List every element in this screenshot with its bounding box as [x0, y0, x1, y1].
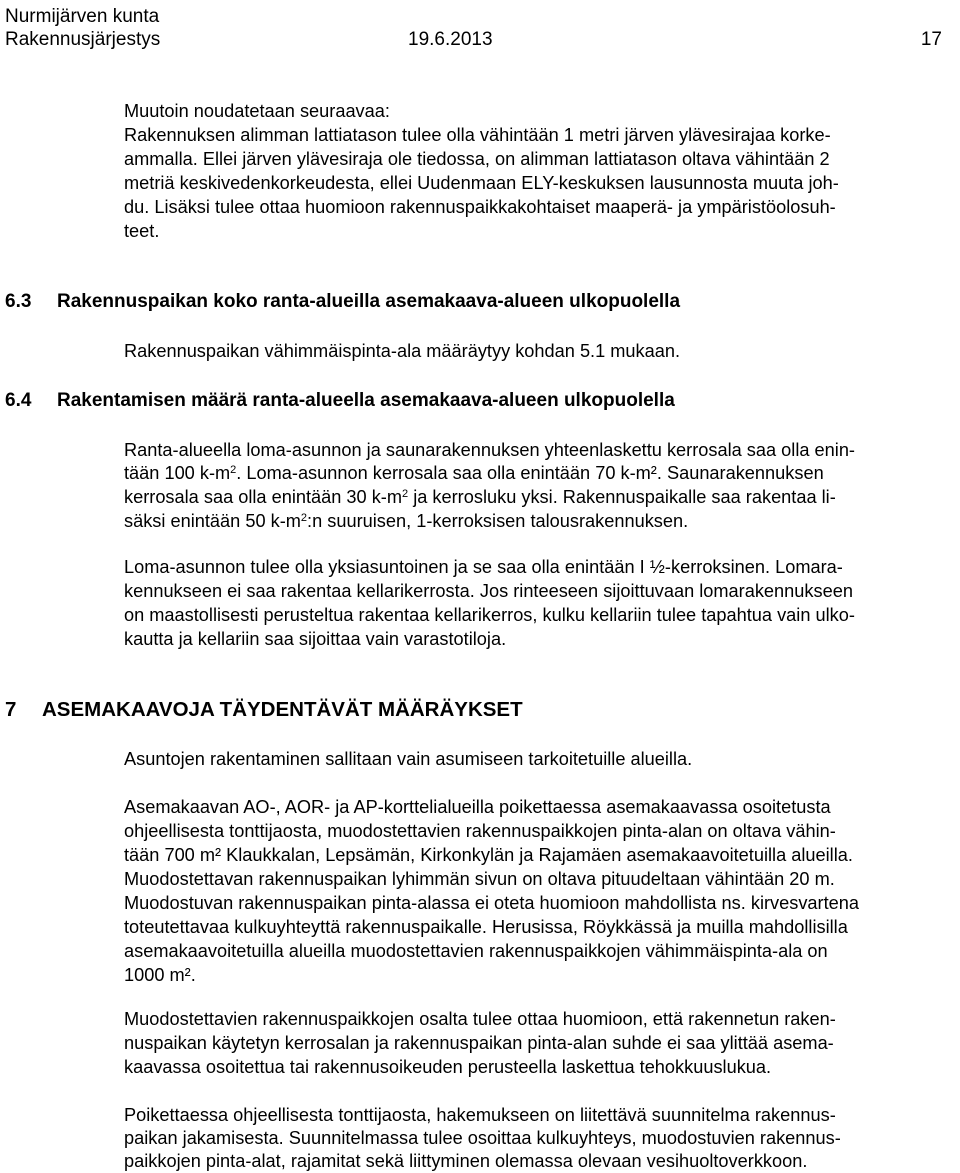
section-6-4-heading	[5, 389, 675, 413]
paragraph-line: Muodostettavien rakennuspaikkojen osalta tulee ottaa huomioon, että rakennetun raken-	[124, 1009, 836, 1029]
section-number: 7	[5, 698, 17, 721]
superscript: 2	[402, 488, 409, 500]
paragraph-line: Poikettaessa ohjeellisesta tonttijaosta, hakemukseen on liitettävä suunnitelma rakennus-	[124, 1105, 836, 1125]
paragraph-line: kaavassa osoitettua tai rakennusoikeuden perusteella laskettua tehokkuuslukua.	[124, 1057, 772, 1077]
paragraph-line: paikan jakamisesta. Suunnitelmassa tulee osoittaa kulkuyhteys, muodostuvien rakennus-	[124, 1128, 841, 1148]
paragraph-line: kautta ja kellariin saa sijoittaa vain varastotiloja.	[124, 629, 507, 649]
paragraph-line: toteutettavaa kulkuyhteyttä rakennuspaikalle. Herusissa, Röykkässä ja muilla mahdollisilla	[124, 917, 848, 937]
paragraph-line: on maastollisesti perusteltua rakentaa kellarikerros, kulku kellariin tulee tapahtua vain ulko-	[124, 605, 855, 625]
paragraph-line: Muodostuvan rakennuspaikan pinta-alassa ei oteta huomioon mahdollista ns. kirvesvartena	[124, 893, 860, 913]
paragraph-line: nuspaikan käytetyn kerrosalan ja rakennuspaikan pinta-alan suhde ei saa ylittää asema-	[124, 1033, 834, 1053]
section-6-3-text: Rakennuspaikan vähimmäispinta-ala määräytyy kohdan 5.1 mukaan.	[124, 341, 681, 361]
paragraph-line: paikkojen pinta-alat, rajamitat sekä liittyminen olemassa olevaan vesihuoltoverkkoon.	[124, 1151, 808, 1171]
paragraph-line: Asuntojen rakentaminen sallitaan vain asumiseen tarkoitetuille alueilla.	[124, 749, 693, 769]
paragraph-line: tään 700 m² Klaukkalan, Lepsämän, Kirkonkylän ja Rajamäen asemakaavoitetuilla alueilla.	[124, 845, 853, 865]
text-span: kerrosala saa olla enintään 30 k-m	[124, 487, 403, 507]
section-title: Rakennuspaikan koko ranta-alueilla asemakaava-alueen ulkopuolella	[57, 291, 681, 312]
section-title: Rakentamisen määrä ranta-alueella asemakaava-alueen ulkopuolella	[57, 390, 675, 411]
text-span: säksi enintään 50 k-m	[124, 511, 301, 531]
paragraph-line: ohjeellisesta tonttijaosta, muodostettavien rakennuspaikkojen pinta-alan on oltava vähin-	[124, 821, 836, 841]
section-title: ASEMAKAAVOJA TÄYDENTÄVÄT MÄÄRÄYKSET	[42, 698, 523, 721]
superscript: 2	[230, 464, 237, 476]
paragraph-line: Loma-asunnon tulee olla yksiasuntoinen ja se saa olla enintään I ½-kerroksinen. Lomara-	[124, 557, 843, 577]
superscript: 2	[300, 512, 308, 524]
page-number: 17	[920, 29, 942, 50]
intro-line: Rakennuksen alimman lattiatason tulee olla vähintään 1 metri järven ylävesirajaa korke-	[124, 125, 831, 145]
section-7-heading	[5, 697, 523, 723]
section-number: 6.4	[5, 390, 32, 411]
paragraph-line	[124, 485, 836, 509]
intro-line: Muutoin noudatetaan seuraavaa:	[124, 101, 390, 121]
paragraph-line	[124, 461, 824, 485]
header-date: 19.6.2013	[408, 29, 493, 50]
header-document-title: Rakennusjärjestys	[5, 29, 161, 50]
text-span: . Loma-asunnon kerrosala saa olla enintään 70 k-m². Saunarakennuksen	[236, 463, 824, 483]
paragraph-line: Asemakaavan AO-, AOR- ja AP-korttelialueilla poikettaessa asemakaavassa osoitetusta	[124, 797, 831, 817]
section-number: 6.3	[5, 291, 32, 312]
header-organization: Nurmijärven kunta	[5, 6, 160, 27]
text-span: ja kerrosluku yksi. Rakennuspaikalle saa rakentaa li-	[408, 487, 836, 507]
text-span: tään 100 k-m	[124, 463, 231, 483]
intro-line: metriä keskivedenkorkeudesta, ellei Uudenmaan ELY-keskuksen lausunnosta muuta joh-	[124, 173, 839, 193]
section-6-3-heading	[5, 290, 680, 314]
paragraph-line: Ranta-alueella loma-asunnon ja saunarakennuksen yhteenlaskettu kerrosala saa olla enin-	[124, 440, 855, 460]
paragraph-line: kennukseen ei saa rakentaa kellarikerrosta. Jos rinteeseen sijoittuvaan lomarakennukseen	[124, 581, 853, 601]
paragraph-line: asemakaavoitetuilla alueilla muodostettavien rakennuspaikkojen vähimmäispinta-ala on	[124, 941, 828, 961]
paragraph-line: 1000 m².	[124, 965, 196, 985]
text-span: :n suuruisen, 1-kerroksisen talousrakennuksen.	[307, 511, 689, 531]
intro-line: du. Lisäksi tulee ottaa huomioon rakennuspaikkakohtaiset maaperä- ja ympäristöolosuh-	[124, 197, 836, 217]
paragraph-line: Muodostettavan rakennuspaikan lyhimmän sivun on oltava pituudeltaan vähintään 20 m.	[124, 869, 835, 889]
intro-line: ammalla. Ellei järven ylävesiraja ole tiedossa, on alimman lattiatason oltava vähintään 2	[124, 149, 830, 169]
intro-line: teet.	[124, 221, 160, 241]
paragraph-line	[124, 509, 688, 533]
